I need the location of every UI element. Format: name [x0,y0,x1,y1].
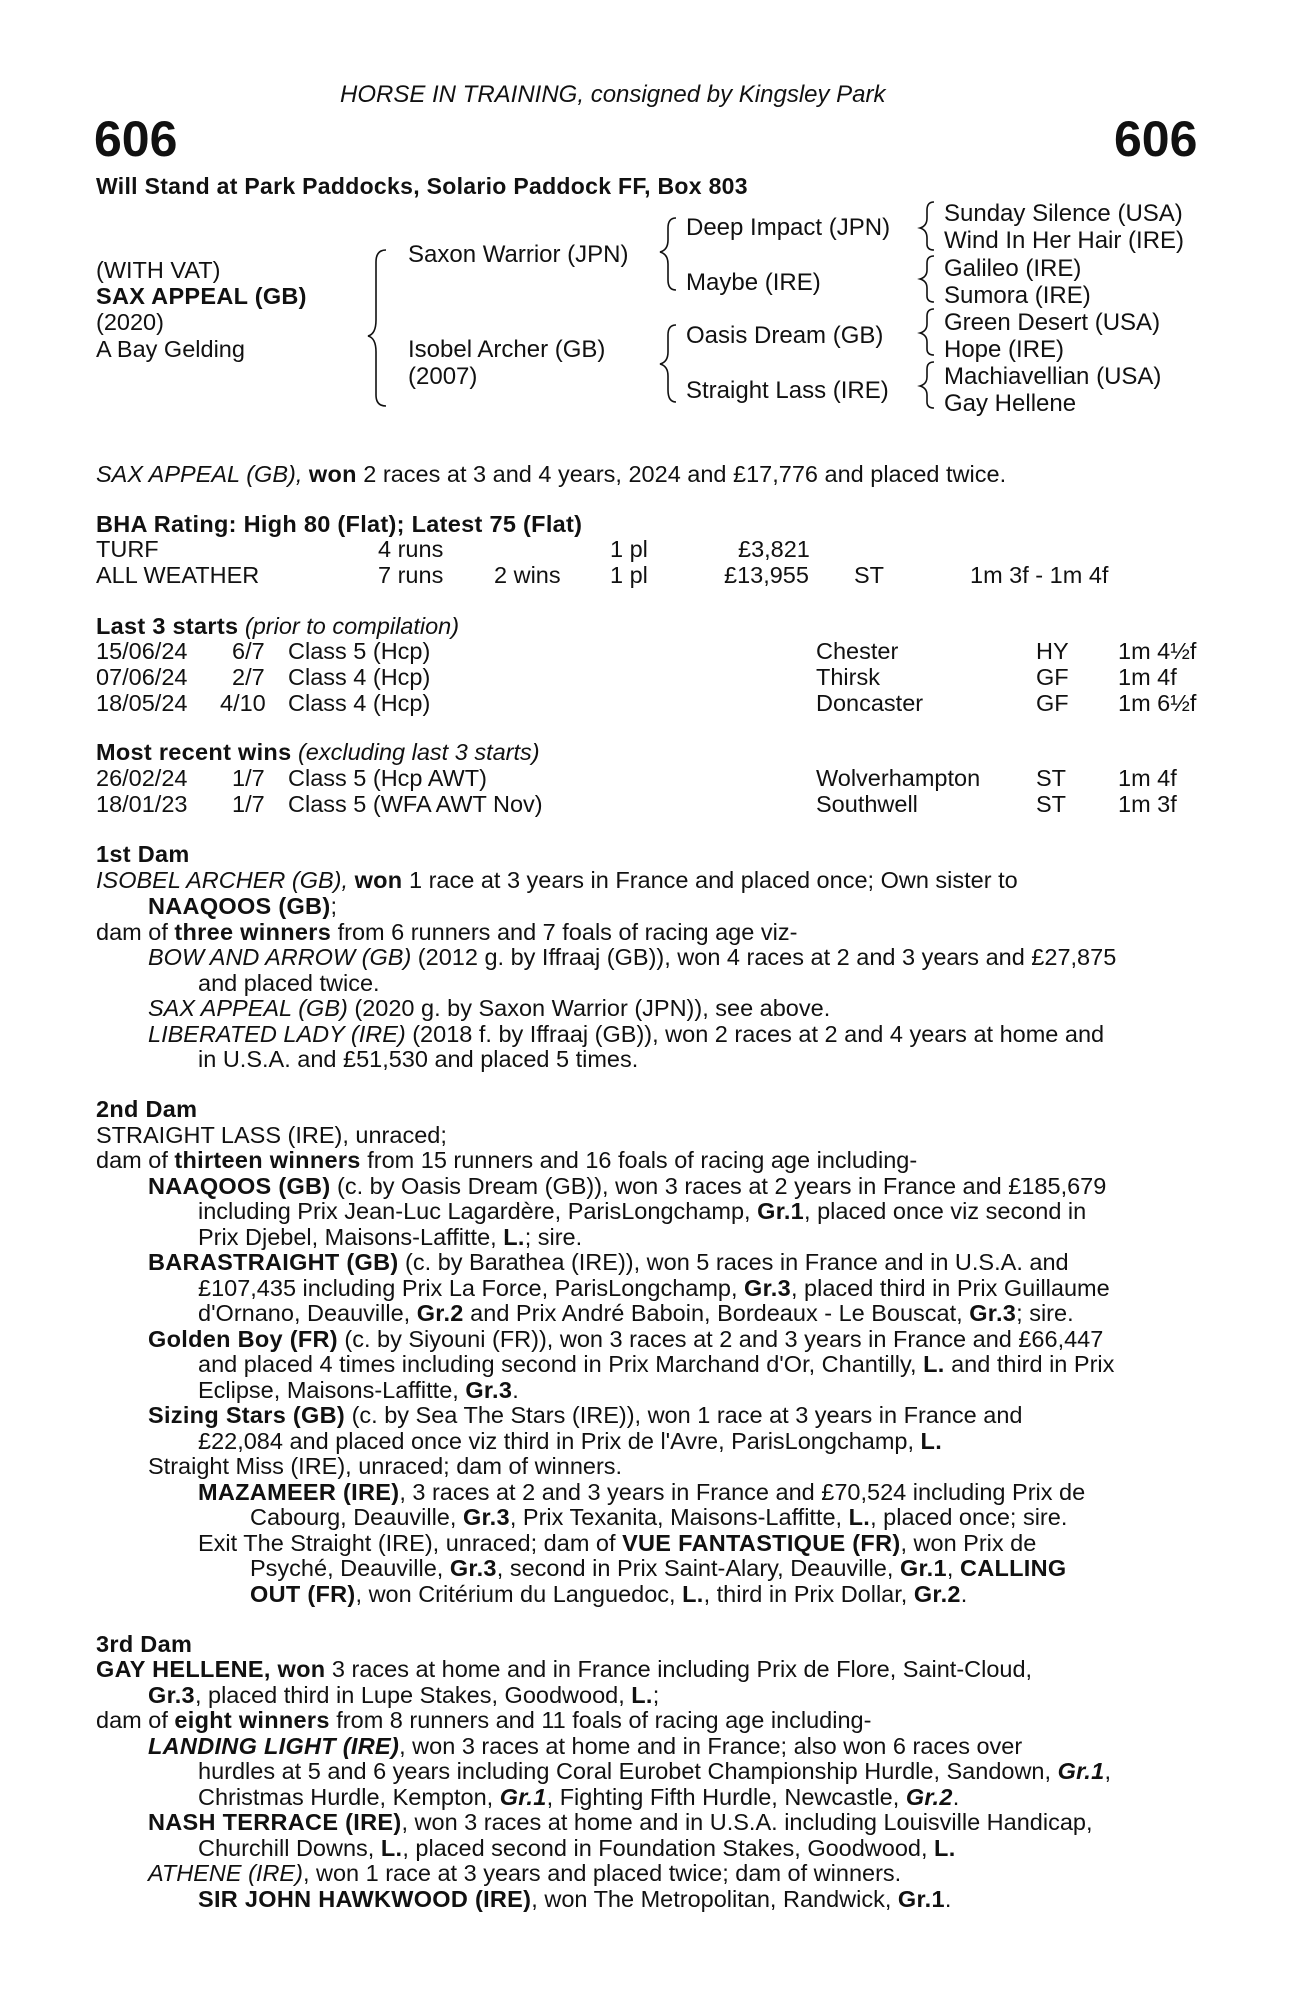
g3-1: Sunday Silence (USA) [944,200,1183,227]
rating-cell: 2 wins [494,562,561,588]
dam2-line: BARASTRAIGHT (GB) (c. by Barathea (IRE)), won 5 races in France and in U.S.A. and [148,1249,1069,1275]
horse-name: SAX APPEAL (GB) [96,283,307,309]
dam: Isobel Archer (GB) [408,336,606,363]
dam3-line: NASH TERRACE (IRE), won 3 races at home and in U.S.A. including Louisville Handicap, [148,1809,1093,1835]
recent-heading: Most recent wins (excluding last 3 starts) [96,739,540,765]
start-cell: Thirsk [816,664,880,690]
start-cell: Class 4 (Hcp) [288,664,431,690]
dam3-heading: 3rd Dam [96,1631,193,1657]
g3-4: Sumora (IRE) [944,282,1091,309]
start-cell: 1m 4f [1118,664,1177,690]
dam1-line: LIBERATED LADY (IRE) (2018 f. by Iffraaj (GB)), won 2 races at 2 and 4 years at home and [148,1021,1105,1047]
rating-cell: £13,955 [724,562,809,588]
rating-cell: 1m 3f - 1m 4f [970,562,1109,588]
dam2-line: dam of thirteen winners from 15 runners and 16 foals of racing age including- [96,1147,918,1173]
dam2-line: Exit The Straight (IRE), unraced; dam of VUE FANTASTIQUE (FR), won Prix de [198,1530,1037,1556]
g3-7: Machiavellian (USA) [944,363,1162,390]
start-cell: Class 4 (Hcp) [288,690,431,716]
start-cell: Chester [816,638,899,664]
dam2-line: including Prix Jean-Luc Lagardère, ParisLongchamp, Gr.1, placed once viz second in [198,1198,1087,1224]
dam3-line: Gr.3, placed third in Lupe Stakes, Goodwood, L.; [148,1682,660,1708]
race-summary: SAX APPEAL (GB), won 2 races at 3 and 4 years, 2024 and £17,776 and placed twice. [96,461,1007,487]
last3-heading: Last 3 starts (prior to compilation) [96,613,460,639]
start-cell: 07/06/24 [96,664,188,690]
dam3-line: ATHENE (IRE), won 1 race at 3 years and placed twice; dam of winners. [148,1860,902,1886]
win-cell: 1m 4f [1118,765,1177,791]
dam1-line: ISOBEL ARCHER (GB), won 1 race at 3 years in France and placed once; Own sister to [96,867,1018,893]
win-cell: 1m 3f [1118,791,1177,817]
start-cell: 1m 6½f [1118,690,1197,716]
rating-cell: £3,821 [738,536,810,562]
g3-3: Galileo (IRE) [944,255,1082,282]
rating-cell: 1 pl [610,536,648,562]
start-cell: 18/05/24 [96,690,188,716]
dam3-line: LANDING LIGHT (IRE), won 3 races at home and in France; also won 6 races over [148,1733,1023,1759]
dam2-line: d'Ornano, Deauville, Gr.2 and Prix André Baboin, Bordeaux - Le Bouscat, Gr.3; sire. [198,1300,1074,1326]
start-cell: 15/06/24 [96,638,188,664]
start-cell: GF [1036,690,1069,716]
dam2-line: Sizing Stars (GB) (c. by Sea The Stars (IRE)), won 1 race at 3 years in France and [148,1402,1023,1428]
dam3-line: dam of eight winners from 8 runners and 11 foals of racing age including- [96,1707,872,1733]
lot-number-right: 606 [1114,111,1198,167]
dam2-line: and placed 4 times including second in Prix Marchand d'Or, Chantilly, L. and third in Prix [198,1351,1115,1377]
g3-2: Wind In Her Hair (IRE) [944,227,1185,254]
dam2-line: £22,084 and placed once viz third in Prix de l'Avre, ParisLongchamp, L. [198,1428,943,1454]
lot-number-left: 606 [94,111,178,167]
rating-heading: BHA Rating: High 80 (Flat); Latest 75 (Flat) [96,511,583,537]
dam2-line: STRAIGHT LASS (IRE), unraced; [96,1122,447,1148]
dam1-line: in U.S.A. and £51,530 and placed 5 times. [198,1046,639,1072]
horse-year: (2020) [96,309,164,335]
g3-8: Gay Hellene [944,390,1077,417]
dam2-heading: 2nd Dam [96,1096,198,1122]
rating-cell: ST [854,562,885,588]
dam2-line: Cabourg, Deauville, Gr.3, Prix Texanita, Maisons-Laffitte, L., placed once; sire. [250,1504,1068,1530]
rating-cell: 1 pl [610,562,648,588]
g3-5: Green Desert (USA) [944,309,1161,336]
win-cell: Southwell [816,791,918,817]
win-cell: Wolverhampton [816,765,981,791]
dam-sire: Oasis Dream (GB) [686,322,884,349]
dam-year: (2007) [408,363,478,390]
last3-table [96,639,1216,719]
dam1-line: BOW AND ARROW (GB) (2012 g. by Iffraaj (GB)), won 4 races at 2 and 3 years and £27,875 [148,944,1117,970]
dam1-heading: 1st Dam [96,841,190,867]
dam2-line: Golden Boy (FR) (c. by Siyouni (FR)), won 3 races at 2 and 3 years in France and £66,447 [148,1326,1104,1352]
dam2-line: Psyché, Deauville, Gr.3, second in Prix Saint-Alary, Deauville, Gr.1, CALLING [250,1555,1067,1581]
dam3-line: Christmas Hurdle, Kempton, Gr.1, Fighting Fifth Hurdle, Newcastle, Gr.2. [198,1784,960,1810]
start-cell: 1m 4½f [1118,638,1197,664]
win-cell: ST [1036,791,1067,817]
start-cell: HY [1036,638,1069,664]
dam2-line: NAAQOOS (GB) (c. by Oasis Dream (GB)), won 3 races at 2 years in France and £185,679 [148,1173,1107,1199]
dam1-line: SAX APPEAL (GB) (2020 g. by Saxon Warrior (JPN)), see above. [148,995,831,1021]
win-cell: ST [1036,765,1067,791]
start-cell: 6/7 [232,638,265,664]
dam2-line: MAZAMEER (IRE), 3 races at 2 and 3 years in France and £70,524 including Prix de [198,1479,1086,1505]
win-cell: Class 5 (WFA AWT Nov) [288,791,543,817]
dam3-line: SIR JOHN HAWKWOOD (IRE), won The Metropolitan, Randwick, Gr.1. [198,1886,952,1912]
win-cell: 26/02/24 [96,765,188,791]
location-line: Will Stand at Park Paddocks, Solario Paddock FF, Box 803 [96,173,748,199]
win-cell: Class 5 (Hcp AWT) [288,765,487,791]
g3-6: Hope (IRE) [944,336,1065,363]
dam3-line: Churchill Downs, L., placed second in Foundation Stakes, Goodwood, L. [198,1835,956,1861]
sire: Saxon Warrior (JPN) [408,241,629,268]
consignment-line: HORSE IN TRAINING, consigned by Kingsley Park [340,81,886,108]
sire-dam: Maybe (IRE) [686,269,821,296]
dam2-line: Eclipse, Maisons-Laffitte, Gr.3. [198,1377,519,1403]
win-cell: 18/01/23 [96,791,188,817]
rating-table [96,537,1196,589]
rating-cell: TURF [96,536,159,562]
sire-sire: Deep Impact (JPN) [686,214,891,241]
start-cell: 4/10 [220,690,266,716]
dam1-line: dam of three winners from 6 runners and 7 foals of racing age viz- [96,919,798,945]
dam2-line: Prix Djebel, Maisons-Laffitte, L.; sire. [198,1224,583,1250]
dam1-line: and placed twice. [198,970,380,996]
dam2-line: £107,435 including Prix La Force, ParisLongchamp, Gr.3, placed third in Prix Guillaume [198,1275,1110,1301]
win-cell: 1/7 [232,765,265,791]
rating-cell: 7 runs [378,562,444,588]
rating-cell: 4 runs [378,536,444,562]
start-cell: GF [1036,664,1069,690]
start-cell: 2/7 [232,664,265,690]
start-cell: Class 5 (Hcp) [288,638,431,664]
dam3-line: GAY HELLENE, won 3 races at home and in France including Prix de Flore, Saint-Cloud, [96,1656,1033,1682]
dam2-line: Straight Miss (IRE), unraced; dam of winners. [148,1453,623,1479]
vat-label: (WITH VAT) [96,257,221,283]
recent-table [96,766,1216,820]
rating-cell: ALL WEATHER [96,562,260,588]
win-cell: 1/7 [232,791,265,817]
dam-dam: Straight Lass (IRE) [686,377,889,404]
dam2-line: OUT (FR), won Critérium du Languedoc, L., third in Prix Dollar, Gr.2. [250,1581,968,1607]
dam1-line: NAAQOOS (GB); [148,893,337,919]
dam3-line: hurdles at 5 and 6 years including Coral Eurobet Championship Hurdle, Sandown, Gr.1, [198,1758,1112,1784]
start-cell: Doncaster [816,690,924,716]
horse-description: A Bay Gelding [96,336,245,362]
